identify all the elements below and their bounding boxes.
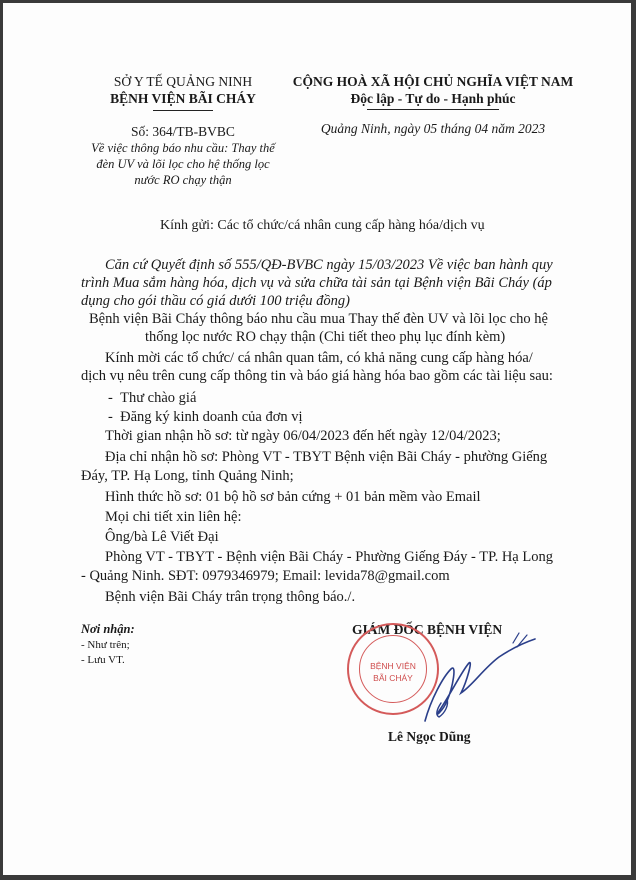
document-subject-line: đèn UV và lõi lọc cho hệ thống lọc (96, 157, 270, 171)
invite-line: dịch vụ nêu trên cung cấp thông tin và báo giá hàng hóa bao gồm các tài liệu sau: (81, 368, 553, 384)
bullet-text: Đăng ký kinh doanh của đơn vị (120, 409, 303, 425)
recipients-item: - Như trên; (81, 639, 130, 651)
handwritten-signature (403, 629, 543, 739)
bullet-text: Thư chào giá (120, 390, 197, 406)
submission-time: Thời gian nhận hồ sơ: từ ngày 06/04/2023 đến hết ngày 12/04/2023; (105, 428, 501, 444)
notice-line: Bệnh viện Bãi Cháy thông báo nhu cầu mua Thay thế đèn UV và lõi lọc cho hệ (89, 311, 548, 327)
basis-line: Căn cứ Quyết định số 555/QĐ-BVBC ngày 15/03/2023 Về việc ban hành quy (105, 257, 553, 273)
basis-line: dụng cho gói thầu có giá dưới 100 triệu đồng) (81, 293, 350, 309)
bullet-item: - Thư chào giá (108, 390, 197, 406)
hospital-name: BỆNH VIỆN BÃI CHÁY (110, 91, 256, 106)
recipients-title: Nơi nhận: (81, 622, 135, 636)
notice-line: thống lọc nước RO chạy thận (Chi tiết theo phụ lục đính kèm) (145, 329, 506, 345)
hospital-underline (153, 110, 213, 111)
stamp-text: BÃI CHÁY (373, 673, 413, 683)
address-line: Địa chỉ nhận hồ sơ: Phòng VT - TBYT Bệnh viện Bãi Cháy - phường Giếng (105, 449, 548, 465)
submission-form: Hình thức hồ sơ: 01 bộ hồ sơ bản cứng + 01 bản mềm vào Email (105, 489, 481, 505)
motto-underline (367, 109, 499, 110)
contact-line: - Quảng Ninh. SĐT: 0979346979; Email: levida78@gmail.com (81, 568, 450, 584)
signer-name: Lê Ngọc Dũng (388, 729, 471, 744)
recipients-item: - Lưu VT. (81, 654, 125, 666)
basis-line: trình Mua sắm hàng hóa, dịch vụ và sửa chữa tài sản tại Bệnh viện Bãi Cháy (áp (81, 275, 552, 291)
contact-name: Ông/bà Lê Viết Đại (105, 529, 219, 545)
stamp-text: BỆNH VIỆN (370, 661, 416, 671)
contact-intro: Mọi chi tiết xin liên hệ: (105, 509, 242, 525)
contact-line: Phòng VT - TBYT - Bệnh viện Bãi Cháy - Phường Giếng Đáy - TP. Hạ Long (105, 549, 553, 565)
invite-line: Kính mời các tổ chức/ cá nhân quan tâm, có khả năng cung cấp hàng hóa/ (105, 350, 533, 366)
national-motto: Độc lập - Tự do - Hạnh phúc (350, 91, 516, 106)
country-name: CỘNG HOÀ XÃ HỘI CHỦ NGHĨA VIỆT NAM (292, 74, 574, 89)
recipient-line: Kính gửi: Các tổ chức/cá nhân cung cấp hàng hóa/dịch vụ (160, 218, 485, 233)
bullet-item: - Đăng ký kinh doanh của đơn vị (108, 409, 303, 425)
closing-line: Bệnh viện Bãi Cháy trân trọng thông báo./. (105, 589, 356, 605)
document-subject-line: Về việc thông báo nhu cầu: Thay thế (91, 141, 275, 155)
document-page (3, 3, 631, 875)
address-line: Đáy, TP. Hạ Long, tỉnh Quảng Ninh; (81, 468, 294, 484)
document-subject-line: nước RO chạy thận (134, 173, 232, 187)
ministry-name: SỞ Y TẾ QUẢNG NINH (113, 74, 253, 89)
document-number: Số: 364/TB-BVBC (131, 124, 235, 139)
signer-title: GIÁM ĐỐC BỆNH VIỆN (352, 622, 503, 637)
place-date: Quảng Ninh, ngày 05 tháng 04 năm 2023 (320, 121, 546, 136)
